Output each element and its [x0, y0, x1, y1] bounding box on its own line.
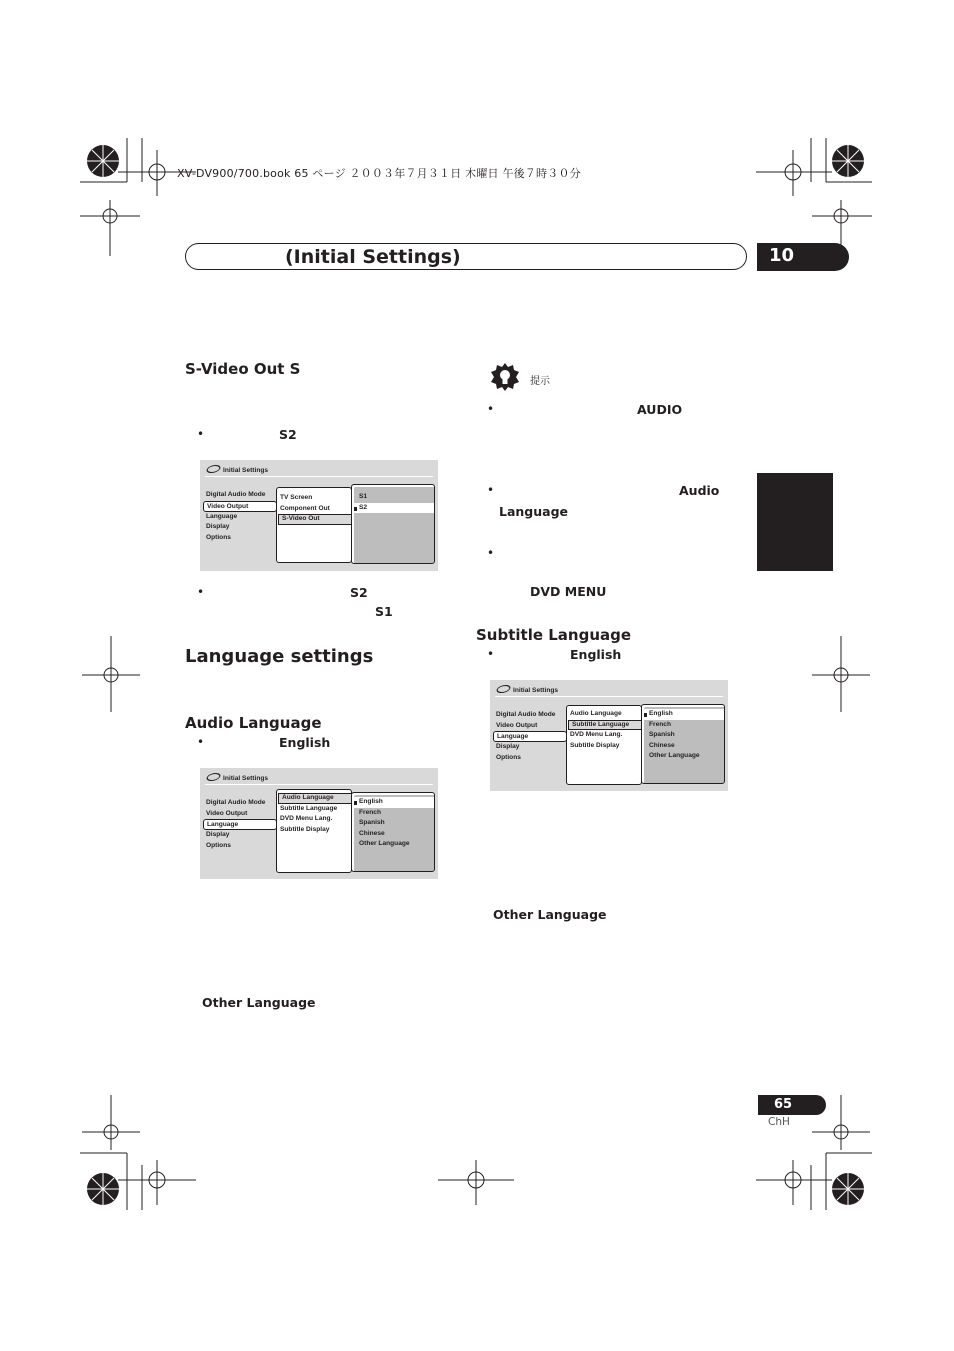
menu-item[interactable]: Digital Audio Mode	[206, 491, 266, 498]
sub-item[interactable]: Component Out	[280, 504, 330, 512]
menu-item[interactable]: Display	[496, 743, 520, 751]
option-item-current[interactable]: English	[642, 709, 724, 720]
osd-main-menu	[203, 798, 277, 851]
page-language-code: ChH	[768, 1116, 790, 1128]
osd-sub-menu	[276, 789, 352, 873]
menu-item[interactable]: Video Output	[496, 721, 538, 729]
subtitle-language-heading: Subtitle Language	[476, 626, 632, 644]
language-side-tab	[757, 473, 833, 571]
option-item-current[interactable]: S2	[352, 503, 434, 514]
osd-svideo-screen	[200, 460, 438, 571]
bullet-mark: •	[197, 735, 205, 749]
tip-label: 提示	[530, 376, 550, 387]
disc-icon	[495, 685, 513, 693]
other-language-right: Other Language	[493, 907, 607, 922]
title-bar	[185, 243, 747, 270]
tip-bullet-3-bold: DVD MENU	[530, 584, 607, 599]
sub-item-selected[interactable]: Subtitle Language	[568, 720, 643, 731]
option-item[interactable]: Spanish	[359, 819, 385, 827]
bullet-mark: •	[487, 546, 495, 560]
bullet-mark: •	[487, 647, 495, 661]
option-item[interactable]: S1	[359, 493, 368, 500]
osd-header: Initial Settings	[207, 465, 268, 474]
menu-item-selected[interactable]: Video Output	[203, 501, 277, 512]
sub-item-selected[interactable]: Audio Language	[278, 793, 353, 804]
menu-item-selected[interactable]: Language	[203, 819, 277, 830]
bullet-mark: •	[487, 402, 495, 416]
sub-item[interactable]: DVD Menu Lang.	[570, 731, 623, 739]
tip-lightbulb-icon	[490, 362, 520, 392]
sub-item[interactable]: TV Screen	[280, 494, 313, 501]
disc-icon	[205, 773, 223, 781]
osd-audio-screen	[200, 768, 438, 879]
menu-item[interactable]: Video Output	[206, 809, 248, 817]
sub-item[interactable]: Audio Language	[570, 710, 622, 717]
svideo-bullet-2-bold-b: S1	[375, 604, 393, 619]
sub-item[interactable]: Subtitle Language	[280, 804, 338, 812]
osd-options	[351, 792, 435, 872]
language-settings-heading: Language settings	[185, 646, 374, 667]
svideo-bullet-2-bold-a: S2	[350, 585, 368, 600]
audio-language-heading: Audio Language	[185, 714, 322, 732]
option-item[interactable]: Spanish	[649, 731, 675, 739]
sub-item[interactable]: Subtitle Display	[280, 825, 330, 833]
option-item-current[interactable]: English	[352, 797, 434, 808]
disc-icon	[205, 465, 223, 473]
page-title: (Initial Settings)	[285, 246, 461, 268]
sub-item-selected[interactable]: S-Video Out	[278, 514, 353, 525]
osd-main-menu	[203, 490, 277, 543]
chapter-number: 10	[757, 243, 849, 271]
tip-bullet-2-bold-b: Language	[499, 504, 569, 519]
menu-item[interactable]: Options	[496, 753, 521, 761]
bullet-mark: •	[197, 427, 205, 441]
option-item[interactable]: Chinese	[649, 741, 675, 749]
other-language-left: Other Language	[202, 995, 316, 1010]
audio-bullet-bold: English	[279, 735, 331, 750]
svideo-bullet-1-bold: S2	[279, 427, 297, 442]
tip-bullet-2-bold-a: Audio	[679, 483, 720, 498]
tip-bullet-1-bold: AUDIO	[637, 402, 683, 417]
option-item[interactable]: Other Language	[359, 840, 410, 848]
option-item[interactable]: French	[359, 808, 381, 816]
osd-header: Initial Settings	[497, 685, 558, 694]
option-item[interactable]: Other Language	[649, 752, 700, 760]
page-number: 65	[758, 1095, 826, 1115]
osd-subtitle-screen	[490, 680, 728, 791]
option-item[interactable]: Chinese	[359, 829, 385, 837]
menu-item[interactable]: Options	[206, 841, 231, 849]
option-item[interactable]: French	[649, 720, 671, 728]
menu-item-selected[interactable]: Language	[493, 731, 567, 742]
menu-item[interactable]: Digital Audio Mode	[206, 799, 266, 806]
menu-item[interactable]: Digital Audio Mode	[496, 711, 556, 718]
osd-header: Initial Settings	[207, 773, 268, 782]
subtitle-bullet-bold: English	[570, 647, 622, 662]
menu-item[interactable]: Display	[206, 831, 230, 839]
svideo-heading: S-Video Out S	[185, 360, 301, 378]
osd-main-menu	[493, 710, 567, 763]
menu-item[interactable]: Display	[206, 523, 230, 531]
osd-sub-menu	[566, 705, 642, 785]
menu-item[interactable]: Options	[206, 533, 231, 541]
menu-item[interactable]: Language	[206, 512, 238, 520]
bullet-mark: •	[487, 483, 495, 497]
osd-sub-menu	[276, 487, 352, 563]
bullet-mark: •	[197, 585, 205, 599]
sub-item[interactable]: Subtitle Display	[570, 741, 620, 749]
sub-item[interactable]: DVD Menu Lang.	[280, 815, 333, 823]
osd-options	[351, 484, 435, 564]
file-header: XV-DV900/700.book 65 ページ ２００３年７月３１日 木曜日 午後７時３０分	[177, 167, 581, 180]
osd-options	[641, 704, 725, 784]
